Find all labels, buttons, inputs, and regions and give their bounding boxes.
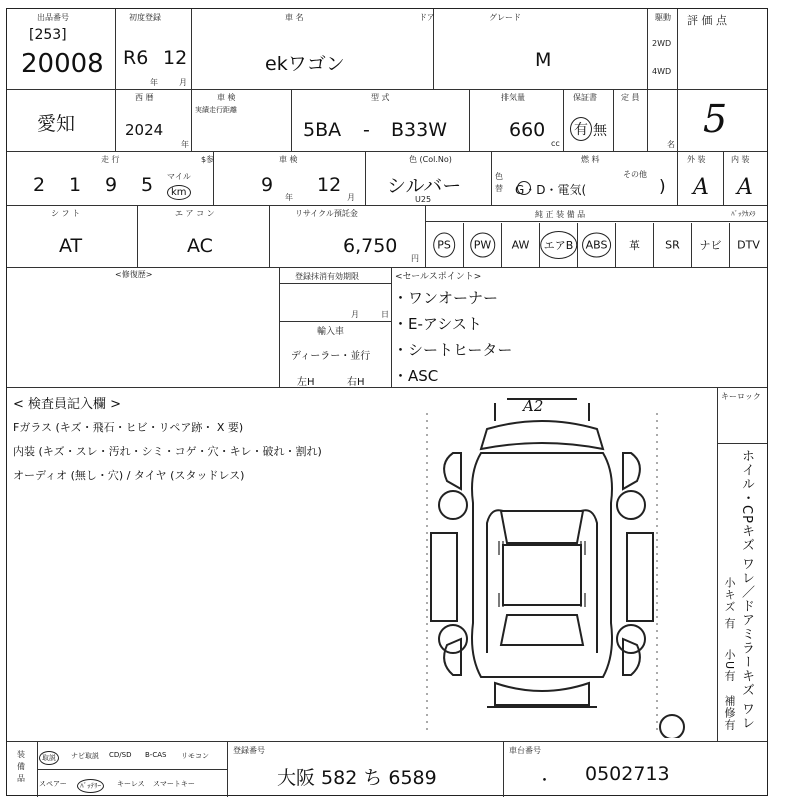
equipment-item (539, 223, 577, 267)
model-dash: - (363, 119, 370, 141)
exterior-grade: A (693, 175, 709, 200)
shift: AT (59, 235, 83, 257)
reg-month: 12 (163, 47, 188, 69)
model-year-label: 西 暦 (135, 93, 154, 102)
row-divider-1 (7, 89, 767, 90)
col-divider (115, 9, 116, 151)
footer-item: ナビ取説 (71, 752, 99, 760)
reg-divider (279, 321, 391, 322)
color-change-label: 色替 (495, 172, 503, 193)
col-divider (469, 89, 470, 151)
fuel-other: その他 (623, 170, 647, 179)
model-year: 2024 (125, 121, 164, 139)
col-divider (137, 205, 138, 267)
inspector-title: < 検査員記入欄 > (13, 397, 122, 412)
auction-number: [253] (29, 27, 67, 43)
car-damage-diagram (417, 393, 707, 738)
aircon-label: エ ア コ ン (175, 209, 215, 218)
chassis-dot: ・ (537, 771, 553, 789)
handle-right: 右H (347, 377, 365, 388)
first-reg-label: 初度登録 (129, 13, 161, 22)
footer-item: スペアー (39, 780, 67, 788)
footer-item: リモコン (181, 752, 209, 760)
extra-equipment-label: ﾊﾞｯｸｶﾒﾗ (731, 210, 756, 218)
row-divider-5 (7, 387, 767, 388)
reg-expiry-label: 登録抹消有効期限 (295, 272, 359, 281)
col-divider (563, 89, 564, 151)
col-divider (291, 89, 292, 151)
car-name-label: 車 名 (285, 13, 304, 22)
mileage-digit-4: 5 (141, 174, 154, 196)
repair-history-label: <修復歴> (115, 270, 153, 279)
equipment-item-label: 革 (629, 239, 640, 252)
mileage-ext-label: $参 (201, 155, 215, 164)
model-label: 型 式 (371, 93, 390, 102)
shaken-year-unit: 年 (285, 193, 293, 202)
mileage-label: 走 行 (101, 155, 120, 164)
aircon: AC (187, 235, 213, 257)
interior-label: 内 装 (731, 155, 750, 164)
col-divider (227, 741, 228, 797)
selling-point: ・シートヒーター (393, 341, 513, 359)
equipment-item-label: AW (511, 238, 530, 252)
footer-item: ﾊﾞｯﾃﾘｰ (77, 779, 104, 793)
selling-point: ・ASC (393, 367, 439, 385)
shaken-month-unit: 月 (347, 193, 355, 202)
model-code: B33W (391, 119, 447, 141)
diagram-damage-mark: A2 (523, 397, 544, 415)
vertical-note-scratch: 小キズ 有 (723, 577, 736, 630)
warranty-label: 保証書 (573, 93, 597, 102)
interior-grade: A (737, 175, 753, 200)
fuel-gasoline-circle (517, 181, 531, 195)
col-divider (677, 151, 678, 205)
car-name: ekワゴン (265, 53, 345, 75)
mile-unit: マイル (167, 172, 191, 181)
lot-label: 出品番号 (37, 13, 69, 22)
model-year-unit: 年 (181, 140, 189, 149)
recycle-label: リサイクル預託金 (295, 209, 358, 218)
fuel-label: 燃 料 (581, 155, 600, 164)
footer-item: CD/SD (109, 751, 132, 759)
reg-year-unit: 年 (150, 78, 158, 87)
equipment-item-label: PW (470, 233, 496, 258)
equipment-item (653, 223, 691, 267)
row-divider-4 (7, 267, 767, 268)
shaken-year: 9 (261, 174, 274, 196)
plate-number: 大阪 582 ち 6589 (277, 767, 437, 789)
grade-label: グレード (489, 13, 521, 22)
km-unit: km (167, 185, 191, 200)
import-type: ディーラー・並行 (291, 351, 371, 362)
col-divider (269, 205, 270, 267)
chassis-number: 0502713 (585, 763, 670, 785)
equipment-item (615, 223, 653, 267)
import-label: 輸入車 (317, 327, 345, 337)
reg-month-unit: 月 (351, 310, 359, 319)
shaken-label: 車 検 (279, 155, 298, 164)
selling-point: ・ワンオーナー (393, 289, 499, 307)
equipment-label: 純 正 装 備 品 (535, 210, 586, 219)
lot-number: 20008 (21, 49, 104, 79)
col-divider (491, 151, 492, 205)
shaken-month: 12 (317, 174, 342, 196)
col-divider (191, 89, 192, 151)
exterior-label: 外 装 (687, 155, 706, 164)
displacement-unit: cc (551, 139, 560, 148)
footer-divider (37, 769, 227, 770)
keylock-divider (717, 443, 767, 444)
col-divider (647, 9, 648, 151)
mileage-digit-2: 1 (69, 174, 82, 196)
row-divider-3 (7, 205, 767, 206)
inspector-line-audio: オーディオ (無し・穴) / タイヤ (スタッドレス) (13, 469, 245, 482)
fuel-options: G・D・電気( (515, 183, 587, 197)
door-label: ドア (419, 13, 435, 22)
prefecture: 愛知 (37, 113, 76, 135)
recycle-fee: 6,750 (343, 235, 398, 257)
footer-item: スマートキー (153, 780, 195, 788)
inspection-note: 実績走行距離 (195, 106, 237, 114)
col-divider (391, 267, 392, 387)
row-divider-2 (7, 151, 767, 152)
reg-day-unit: 日 (381, 310, 389, 319)
reg-era-year: R6 (123, 47, 149, 69)
model-prefix: 5BA (303, 119, 342, 141)
shift-label: シ フ ト (51, 209, 81, 218)
warranty-yes: 有 (570, 117, 592, 141)
drive-label: 駆動 (655, 13, 671, 22)
inspector-line-glass: Fガラス (キズ・飛石・ヒビ・リペア跡・ X 要) (13, 421, 244, 434)
auction-sheet (6, 8, 768, 796)
equipment-item (425, 223, 463, 267)
inspection-label: 車 検 (217, 93, 236, 102)
key-lock-label: キーロック (721, 392, 761, 401)
mileage-digit-1: 2 (33, 174, 46, 196)
equipment-item-label: エアB (540, 231, 578, 259)
equipment-item (691, 223, 729, 267)
col-divider (717, 387, 718, 741)
col-divider (613, 89, 614, 151)
row-divider-6 (7, 741, 767, 742)
reg-month-unit: 月 (179, 78, 187, 87)
col-divider (723, 151, 724, 205)
equipment-label-divider (425, 221, 767, 222)
handle-left: 左H (297, 377, 315, 388)
mileage-digit-3: 9 (105, 174, 118, 196)
warranty-no: 無 (593, 123, 607, 139)
displacement: 660 (509, 119, 546, 141)
color-code: U25 (415, 195, 432, 204)
displacement-label: 排気量 (501, 93, 525, 102)
equipment-item (729, 223, 767, 267)
drive-2wd: 2WD (652, 39, 672, 48)
color-label: 色 (Col.No) (409, 155, 452, 164)
score: 5 (703, 97, 728, 141)
equipment-item (577, 223, 615, 267)
equipment-item-label: ナビ (699, 239, 722, 252)
equipment-item-label: DTV (737, 238, 760, 252)
plate-label: 登録番号 (233, 746, 265, 755)
selling-points-label: <セールスポイント> (395, 272, 482, 282)
col-divider (503, 741, 504, 797)
grade: M (535, 49, 552, 71)
capacity-unit: 名 (667, 140, 675, 149)
color: シルバー (387, 175, 462, 197)
equipment-item (463, 223, 501, 267)
equipment-item-label: PS (433, 233, 455, 258)
vertical-note-wheel: ホイル・CPキズ ワレ／ドアミラーキズ ワレ (739, 449, 754, 731)
equipment-item-label: SR (665, 238, 680, 252)
footer-item: B-CAS (145, 751, 167, 759)
footer-item: 取説 (39, 751, 59, 765)
vertical-note-dent: 小U有 (723, 649, 736, 683)
equipment-item-label: ABS (582, 233, 612, 258)
recycle-yen-unit: 円 (411, 254, 419, 263)
col-divider (677, 9, 678, 151)
fuel-close: ) (659, 177, 666, 197)
selling-point: ・E-アシスト (393, 315, 482, 333)
equip-label: 装備品 (17, 750, 25, 783)
footer-item: キーレス (117, 780, 145, 788)
col-divider (279, 267, 280, 387)
vertical-note-repaired: 補修有 (723, 695, 736, 731)
inspector-line-interior: 内装 (キズ・スレ・汚れ・シミ・コゲ・穴・キレ・破れ・割れ) (13, 445, 322, 458)
drive-4wd: 4WD (652, 67, 672, 76)
chassis-label: 車台番号 (509, 746, 541, 755)
capacity-label: 定 員 (621, 93, 640, 102)
col-divider (191, 9, 192, 89)
col-divider (365, 151, 366, 205)
score-label: 評 価 点 (687, 14, 727, 27)
equipment-item (501, 223, 539, 267)
reg-label-divider (279, 283, 391, 284)
